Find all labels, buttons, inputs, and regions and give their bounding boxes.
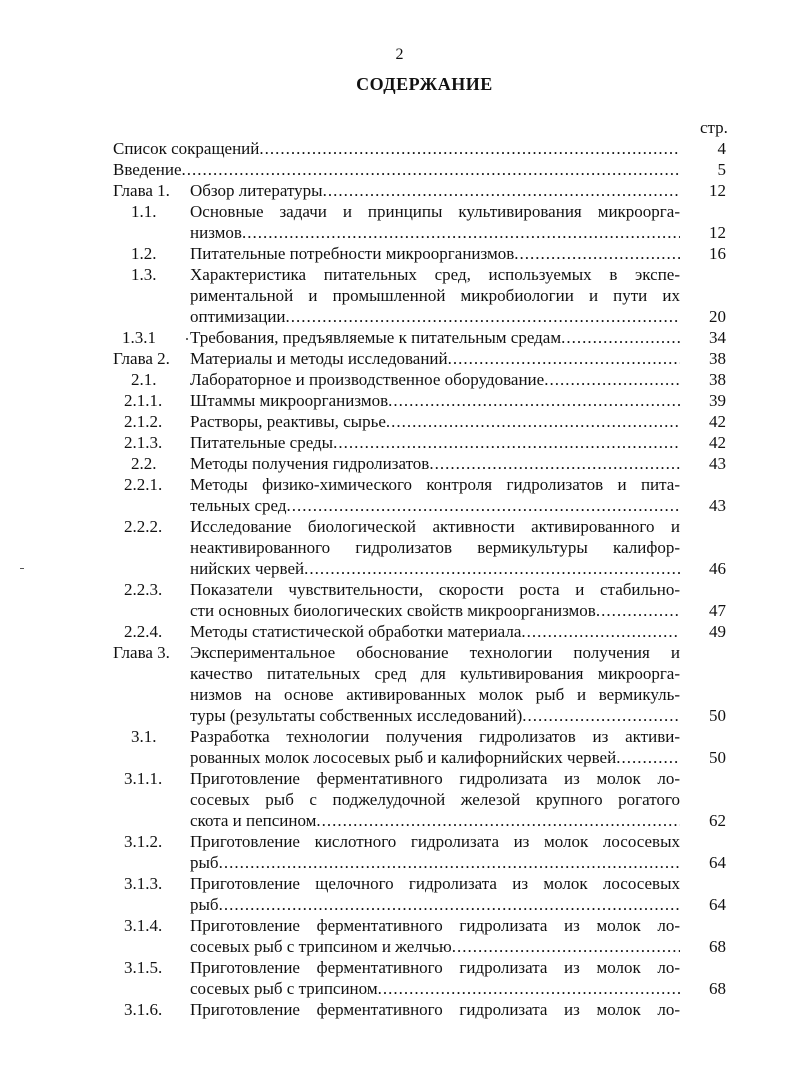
toc-entry-number: 3.1.5.: [124, 958, 163, 977]
toc-entry-page: 50: [709, 706, 726, 725]
toc-entry-page: 5: [717, 160, 726, 179]
toc-entry: [0, 180, 799, 201]
toc-entry: [0, 369, 799, 390]
toc-entry: [0, 390, 799, 411]
leader-dots: [182, 159, 680, 180]
toc-entry-title: [190, 390, 680, 411]
page-column-header: стр.: [700, 118, 728, 137]
toc-entry: [0, 264, 799, 327]
toc-entry-line: Приготовление ферментативного гидролизата из молок ло-: [190, 1000, 680, 1019]
toc-entry-line: сосевых рыб с трипсином .....: [190, 978, 680, 999]
toc-entry-number: 3.1.2.: [124, 832, 163, 851]
leader-dots: [242, 222, 680, 243]
toc-entry-title: [190, 348, 680, 369]
toc-entry: [0, 999, 799, 1020]
toc-entry-line: Экспериментальное обоснование технологии получения и: [190, 643, 680, 662]
toc-entry-title: [190, 621, 680, 642]
leader-dots: [521, 621, 680, 642]
toc-entry-title: [190, 516, 680, 579]
leader-dots: [514, 243, 680, 264]
toc-entry-line: сти основных биологических свойств микроорганизмов .....: [190, 600, 680, 621]
toc-entry-line: сосевых рыб с поджелудочной железой крупного рогатого: [190, 790, 680, 809]
toc-entry-line: Требования, предъявляемые к питательным средам .....: [190, 327, 680, 348]
leader-dots: [544, 369, 680, 390]
toc-entry-line: Штаммы микроорганизмов .....: [190, 390, 680, 411]
toc-entry-line: Методы получения гидролизатов .....: [190, 453, 680, 474]
page-title: СОДЕРЖАНИЕ: [356, 74, 493, 94]
toc-entry-line: нийских червей .....: [190, 558, 680, 579]
toc-entry-page: 38: [709, 349, 726, 368]
toc-entry-number: 2.2.2.: [124, 517, 163, 536]
toc-entry-number: 1.3.1: [122, 328, 156, 347]
toc-entry-page: 42: [709, 433, 726, 452]
toc-entry: [0, 873, 799, 915]
toc-entry-number: 3.1.3.: [124, 874, 163, 893]
toc-entry: [0, 453, 799, 474]
toc-entry: [0, 348, 799, 369]
leader-dots: [452, 936, 680, 957]
toc-entry-title: [190, 327, 680, 348]
toc-entry-line: сосевых рыб с трипсином и желчью .....: [190, 936, 680, 957]
toc-entry-page: 39: [709, 391, 726, 410]
leader-dots: [388, 390, 680, 411]
toc-entry-line: Питательные потребности микроорганизмов .....: [190, 243, 680, 264]
toc-entry: [0, 138, 799, 159]
toc-entry: [0, 642, 799, 726]
toc-entry: [0, 159, 799, 180]
toc-entry-title: [190, 201, 680, 243]
toc-entry-page: 50: [709, 748, 726, 767]
leader-dots: [304, 558, 680, 579]
toc-entry-title: [190, 369, 680, 390]
toc-entry-page: 12: [709, 181, 726, 200]
toc-entry-line: низмов на основе активированных молок рыб и вермикуль-: [190, 685, 680, 704]
toc-entry-line: Приготовление щелочного гидролизата из молок лососевых: [190, 874, 680, 893]
toc-entry-page: 43: [709, 454, 726, 473]
toc-entry-title: [190, 474, 680, 516]
toc-entry-number: Глава 2.: [113, 349, 170, 368]
toc-entry-line: Приготовление ферментативного гидролизата из молок ло-: [190, 769, 680, 788]
toc-entry-title: [190, 243, 680, 264]
toc-entry-page: 68: [709, 979, 726, 998]
toc-entry: [0, 579, 799, 621]
toc-entry: [0, 516, 799, 579]
toc-entry-line: рованных молок лососевых рыб и калифорнийских червей .....: [190, 747, 680, 768]
leader-dots: [596, 600, 680, 621]
toc-entry-page: 20: [709, 307, 726, 326]
toc-entry-line: Основные задачи и принципы культивирования микроорга-: [190, 202, 680, 221]
toc-entry-number: 1.1.: [131, 202, 157, 221]
toc-entry-line: низмов .....: [190, 222, 680, 243]
toc-entry: [0, 621, 799, 642]
toc-entry-line: Приготовление ферментативного гидролизата из молок ло-: [190, 916, 680, 935]
toc-entry-number: 1.2.: [131, 244, 157, 263]
toc-entry-title: [190, 957, 680, 999]
toc-entry-number: 3.1.4.: [124, 916, 163, 935]
toc-entry-line: тельных сред .....: [190, 495, 680, 516]
toc-entry-page: 68: [709, 937, 726, 956]
toc-entry-line: Введение .....: [113, 159, 680, 180]
toc-entry-number: 3.1.1.: [124, 769, 163, 788]
leader-dots: [323, 180, 680, 201]
toc-entry: [0, 726, 799, 768]
toc-entry-title: [190, 432, 680, 453]
toc-entry-number: 2.2.4.: [124, 622, 163, 641]
toc-entry-line: Приготовление ферментативного гидролизата из молок ло-: [190, 958, 680, 977]
toc-entry-line: Характеристика питательных сред, используемых в экспе-: [190, 265, 680, 284]
toc-entry-title: [190, 873, 680, 915]
leader-dots: [616, 747, 680, 768]
toc-entry-page: 46: [709, 559, 726, 578]
toc-entry-number: 2.1.3.: [124, 433, 163, 452]
toc-entry-page: 43: [709, 496, 726, 515]
leader-dots: [448, 348, 680, 369]
toc-entry-number: 2.1.1.: [124, 391, 163, 410]
toc-entry-line: Материалы и методы исследований .....: [190, 348, 680, 369]
leader-dots: [219, 852, 680, 873]
toc-entry: [0, 411, 799, 432]
toc-entry-line: качество питательных сред для культивирования микроорга-: [190, 664, 680, 683]
toc-entry-number: 2.1.2.: [124, 412, 163, 431]
toc-entry-page: 4: [717, 139, 726, 158]
toc-entry-page: 64: [709, 895, 726, 914]
toc-entry-title: [190, 831, 680, 873]
toc-entry-title: [190, 264, 680, 327]
toc-entry-line: рыб .....: [190, 894, 680, 915]
toc-entry-line: Растворы, реактивы, сырье .....: [190, 411, 680, 432]
toc-entry-number: 3.1.: [131, 727, 157, 746]
toc-entry-title: [190, 915, 680, 957]
toc-entry: [0, 768, 799, 831]
leader-dots: [378, 978, 680, 999]
leader-dots: [429, 453, 680, 474]
toc-entry-line: неактивированного гидролизатов вермикультуры калифор-: [190, 538, 680, 557]
toc-entry: [0, 243, 799, 264]
toc-entry: [0, 831, 799, 873]
toc-entry-page: 62: [709, 811, 726, 830]
toc-entry-title: [190, 642, 680, 726]
toc-entry-line: Лабораторное и производственное оборудование .....: [190, 369, 680, 390]
toc-entry-number: Глава 1.: [113, 181, 170, 200]
page-number: 2: [395, 46, 404, 63]
toc-entry-page: 38: [709, 370, 726, 389]
toc-entry: [0, 201, 799, 243]
leader-dots: [561, 327, 680, 348]
toc-entry-line: туры (результаты собственных исследований) .....: [190, 705, 680, 726]
toc-entry-page: 49: [709, 622, 726, 641]
toc-entry-line: Исследование биологической активности активированного и: [190, 517, 680, 536]
toc-entry-page: 47: [709, 601, 726, 620]
toc-entry-page: 12: [709, 223, 726, 242]
toc-entry-line: Методы физико-химического контроля гидролизатов и пита-: [190, 475, 680, 494]
toc-entry-title: [190, 411, 680, 432]
toc-entry-title: [190, 726, 680, 768]
toc-entry-line: Список сокращений .....: [113, 138, 680, 159]
toc-entry-page: 42: [709, 412, 726, 431]
leader-dots: [286, 306, 680, 327]
toc-entry-line: оптимизации .....: [190, 306, 680, 327]
toc-entry-number: 1.3.: [131, 265, 157, 284]
toc-entry: [0, 915, 799, 957]
toc-entry: [0, 957, 799, 999]
toc-entry-number: 2.1.: [131, 370, 157, 389]
toc-entry-line: Методы статистической обработки материала .....: [190, 621, 680, 642]
leader-dots: [333, 432, 680, 453]
toc-entry-title: [190, 768, 680, 831]
toc-entry-number: 3.1.6.: [124, 1000, 163, 1019]
toc-entry-title: [190, 453, 680, 474]
toc-entry-line: Показатели чувствительности, скорости роста и стабильно-: [190, 580, 680, 599]
toc-entry-title: [113, 159, 680, 180]
toc-entry-line: скота и пепсином .....: [190, 810, 680, 831]
toc-entry-title: [190, 999, 680, 1020]
toc-entry-number: 2.2.: [131, 454, 157, 473]
leader-dots: [219, 894, 680, 915]
leader-dots: [522, 705, 680, 726]
toc-entry: [0, 474, 799, 516]
toc-entry-line: рыб .....: [190, 852, 680, 873]
toc-entry-title: [190, 579, 680, 621]
toc-entry-title: [190, 180, 680, 201]
toc-entry-page: 34: [709, 328, 726, 347]
toc-entry-line: Разработка технологии получения гидролизатов из активи-: [190, 727, 680, 746]
toc-entry-number: 2.2.3.: [124, 580, 163, 599]
toc-entry-line: Приготовление кислотного гидролизата из молок лососевых: [190, 832, 680, 851]
leader-dots: [287, 495, 681, 516]
toc-entry: [0, 327, 799, 348]
toc-entry-page: 16: [709, 244, 726, 263]
leader-dots: [386, 411, 680, 432]
toc-entry-line: Питательные среды .....: [190, 432, 680, 453]
leader-dots: [316, 810, 680, 831]
toc-entry-line: Обзор литературы .....: [190, 180, 680, 201]
toc-entry-title: [113, 138, 680, 159]
toc-entry: [0, 432, 799, 453]
toc-entry-line: риментальной и промышленной микробиологии и пути их: [190, 286, 680, 305]
toc-entry-number: 2.2.1.: [124, 475, 163, 494]
toc-entry-page: 64: [709, 853, 726, 872]
leader-dots: [259, 138, 680, 159]
toc-entry-number: Глава 3.: [113, 643, 170, 662]
